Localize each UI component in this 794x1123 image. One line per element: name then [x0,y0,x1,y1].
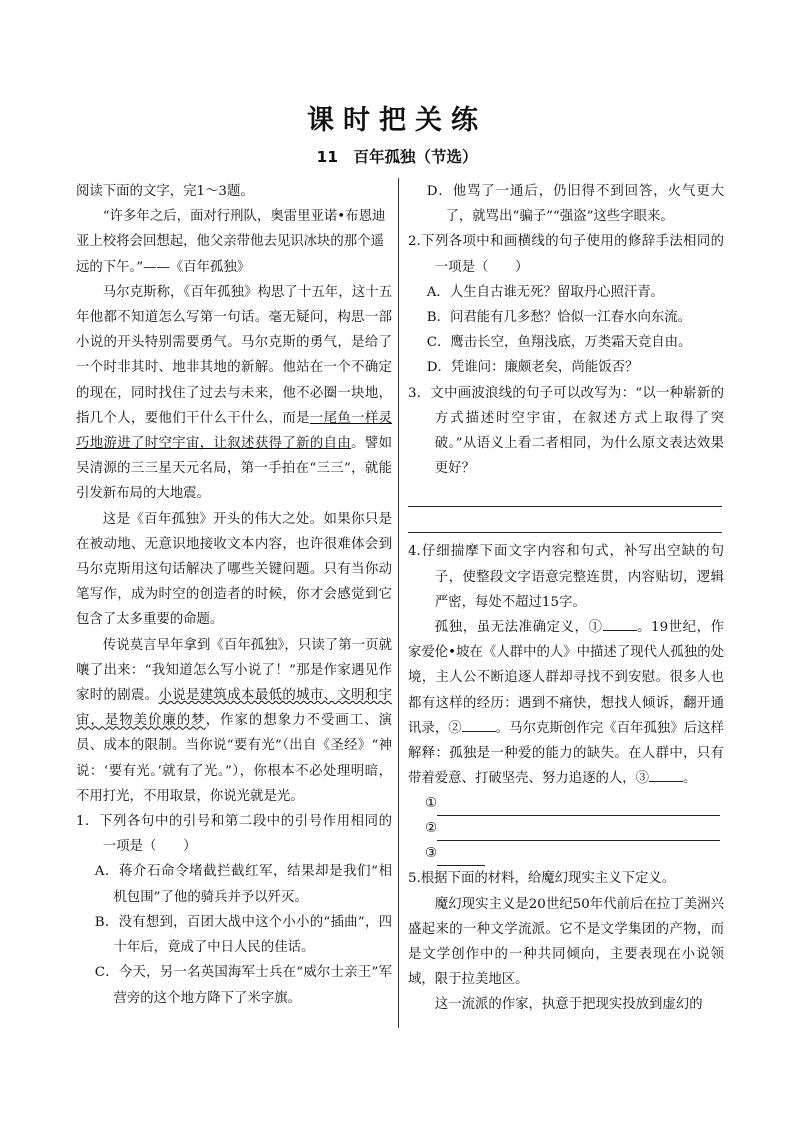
p3-text-a: 传说莫言早年拿到《百年孤独》，只读了第一页就嚷了出来：“我知道怎么写小说了！”那是作家遇见作家时的剧震。 [76,637,392,704]
q4-text-b: 。19世纪，作家爱伦•坡在《人群中的人》中描述了现代人孤独的处境，主人公不断追逐人群却寻找不到安慰。很多人也都有这样的经历：遇到不痛快，想找人倾诉，翻开通讯录，② [408,620,724,736]
answer-line[interactable] [437,823,720,841]
answer-label-2: ② [425,821,438,837]
question-2-option-d: D．凭谁问：廉颇老矣，尚能饭否？ [426,360,639,376]
q4-text-d: 。 [683,771,697,787]
fill-blank-1[interactable] [603,616,637,631]
question-4-passage [408,615,724,791]
question-2-option-b: B．问君能有几多愁？恰似一江春水向东流。 [426,310,692,326]
answer-row-3 [408,841,724,866]
answer-line[interactable] [437,848,485,866]
question-2-option-a: A．人生自古谁无死？留取丹心照汗青。 [426,284,665,300]
answer-row-1 [408,791,724,816]
passage-paragraph-1 [76,280,392,507]
question-5-paragraph-2: 这一流派的作家，执意于把现实投放到虚幻的 [434,997,703,1013]
underlined-sentence: 一尾鱼一样灵巧地游进了时空宇宙，让叙述获得了新的自由 [76,410,393,452]
question-1-option-a: A．蒋介石命令堵截拦截红军，结果却是我们“相机包围”了他的骑兵并予以歼灭。 [94,864,392,905]
q4-text-c: 。马尔克斯创作完《百年孤独》后这样解释：孤独是一种爱的能力的缺失。在人群中，只有带着爱意、打破坚壳、努力追逐的人，③ [408,720,725,787]
right-column [408,179,724,1018]
answer-line[interactable] [437,798,720,816]
question-3-stem: 3．文中画波浪线的句子可以改写为：“以一种崭新的方式描述时空宇宙，在叙述方式上取得了突破。”从语义上看二者相同，为什么原文表达效果更好？ [408,385,724,477]
passage-paragraph-2: 这是《百年孤独》开头的伟大之处。如果你只是在被动地、无意识地接收文本内容，也许很难体会到马尔克斯用这句话解决了哪些关键问题。只有当你动笔写作，成为时空的创造者的时候，你才会感觉到它包含了太多重要的命题。 [76,511,392,628]
question-1-option-c: C．今天，另一名英国海军士兵在“威尔士亲王”军营旁的这个地方降下了米字旗。 [94,965,392,1006]
left-column [76,179,392,1011]
p1-text-a: 马尔克斯称，《百年孤独》构思了十五年，这十五年他都不知道怎么写第一句话。毫无疑问，构思一部小说的开头特别需要勇气。马尔克斯的勇气，是给了一个时非其时、地非其地的新解。他站在一个不确定的现在，同时找住了过去与未来，他不必圈一块地，指几个人，要他们干什么干什么，而是 [76,284,392,426]
question-1-option-d: D．他骂了一通后，仍旧得不到回答，火气更大了，就骂出“骗子”“强盗”这些字眼来。 [426,184,724,225]
question-1-stem: 1．下列各句中的引号和第二段中的引号作用相同的一项是（ ） [76,814,392,855]
answer-label-1: ① [425,796,438,812]
page-title: 课时把关练 [307,105,487,136]
question-5-paragraph-1: 魔幻现实主义是20世纪50年代前后在拉丁美洲兴盛起来的一种文学流派。它不是文学集团的产物，而是文学创作中的一种共同倾向，主要表现在小说领域，限于拉美地区。 [408,896,724,988]
fill-blank-3[interactable] [649,767,683,782]
p1-text-b: 。譬如吴清源的三三星天元名局，第一手拍在“三三”，就能引发新布局的大地震。 [76,436,393,502]
reading-instruction: 阅读下面的文字，完1～3题。 [76,184,254,199]
question-2-option-c: C．鹰击长空，鱼翔浅底，万类霜天竞自由。 [426,335,692,351]
answer-label-3: ③ [425,846,438,862]
question-2-stem: 2.下列各项中和画横线的句子使用的修辞手法相同的一项是（ ） [408,234,724,275]
answer-row-2 [408,816,724,841]
fill-blank-2[interactable] [462,717,496,732]
answer-line[interactable] [408,481,722,507]
question-4-stem: 4.仔细揣摩下面文字内容和句式，补写出空缺的句子，使整段文字语意完整连贯，内容贴切，逻辑严密，每处不超过15字。 [408,544,724,610]
answer-line[interactable] [408,507,722,533]
wavy-underlined-sentence: 小说是建筑成本最低的城市、文明和宇宙，是物美价廉的梦 [76,688,393,729]
lesson-subtitle: 11 百年孤独（节选） [316,148,478,166]
question-5-stem: 5.根据下面的材料，给魔幻现实主义下定义。 [408,871,676,887]
p3-text-b: ，作家的想象力不受画工、演员、成本的限制。当你说“要有光”（出自《圣经》“神说：‘要有光。’就有了光。”），你根本不必处理明暗，不用打光，不用取景，你说光就是光。 [76,713,393,804]
question-1-option-b: B．没有想到，百团大战中这个小小的“插曲”，四十年后，竟成了中日人民的佳话。 [94,914,392,956]
passage-paragraph-3 [76,633,392,809]
column-divider [398,178,399,1028]
opening-quote: “许多年之后，面对行刑队，奥雷里亚诺•布恩迪亚上校将会回想起，他父亲带他去见识冰块的那个遥远的下午。”——《百年孤独》 [76,209,386,275]
q4-text-a: 孤独，虽无法准确定义，① [434,620,603,636]
